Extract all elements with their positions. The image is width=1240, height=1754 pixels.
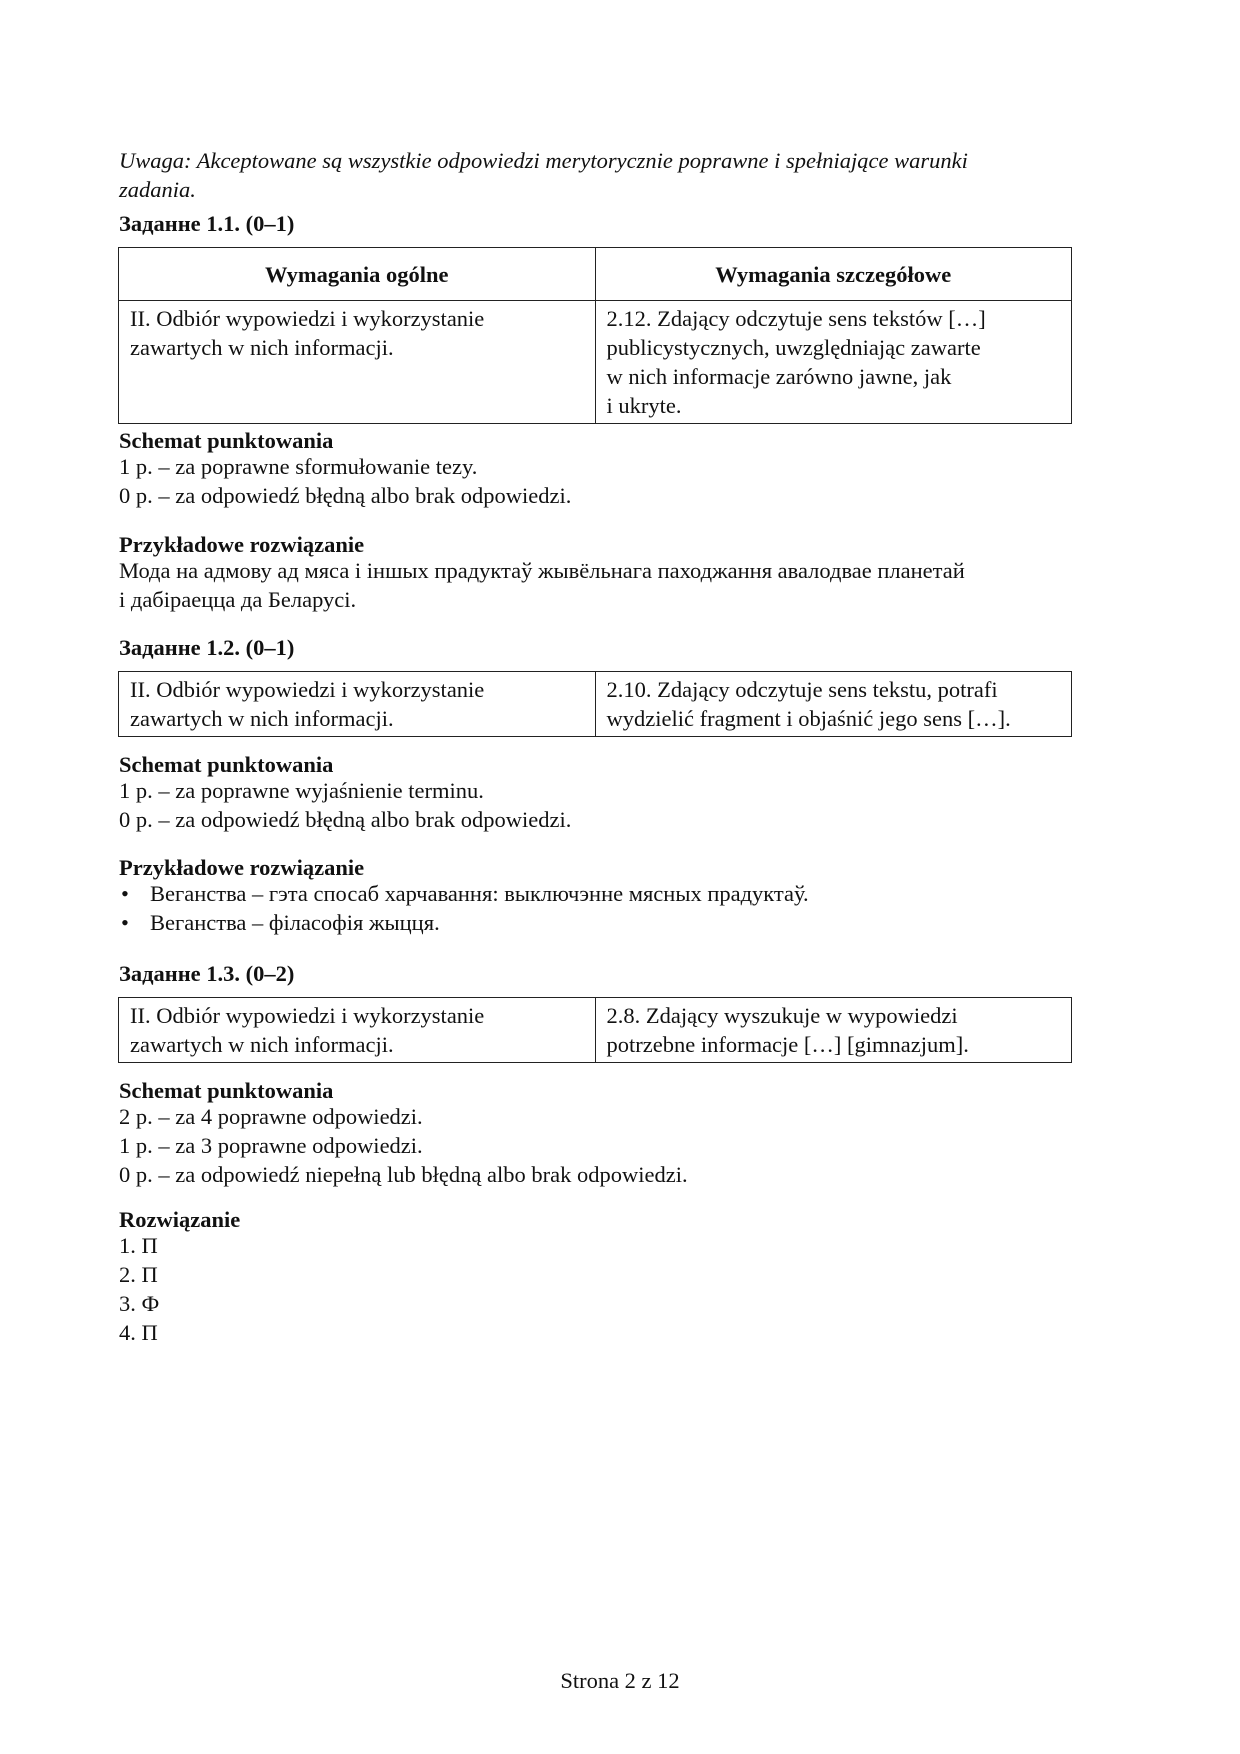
task-1-2-requirements-table <box>118 671 1072 737</box>
task-1-2-solution-title: Przykładowe rozwiązanie <box>119 855 365 880</box>
header-detailed-requirements: Wymagania szczegółowe <box>595 248 1072 301</box>
note-line-1: Uwaga: Akceptowane są wszystkie odpowiedzi merytorycznie poprawne i spełniające warunki <box>119 148 968 173</box>
scoring-line: 0 p. – za odpowiedź niepełną lub błędną albo brak odpowiedzi. <box>119 1162 688 1187</box>
task-1-3-solution-title: Rozwiązanie <box>119 1207 241 1232</box>
cell-line: i ukryte. <box>606 393 682 418</box>
bullet-icon: • <box>121 881 129 906</box>
general-requirement-cell <box>119 301 596 424</box>
bullet-icon: • <box>121 910 129 935</box>
detailed-requirement-cell <box>595 672 1072 737</box>
task-1-1-scoring-title: Schemat punktowania <box>119 428 334 453</box>
cell-line: zawartych w nich informacji. <box>130 706 394 731</box>
task-1-1-title: Заданне 1.1. (0–1) <box>119 211 295 236</box>
task-1-1-solution <box>119 556 1079 614</box>
task-1-2-solution <box>119 879 1079 937</box>
cell-line: w nich informacje zarówno jawne, jak <box>606 364 952 389</box>
cell-line: II. Odbiór wypowiedzi i wykorzystanie <box>130 306 485 331</box>
cell-line: 2.10. Zdający odczytuje sens tekstu, potrafi <box>606 677 998 702</box>
task-1-3-scoring <box>119 1102 1079 1189</box>
scoring-line: 1 p. – za poprawne wyjaśnienie terminu. <box>119 778 484 803</box>
acceptance-note <box>119 146 1079 204</box>
solution-line: Мода на адмову ад мяса і іншых прадуктаў жывёльнага паходжання авалодвае планетай <box>119 558 965 583</box>
list-item <box>119 908 1079 937</box>
solution-line: і дабіраецца да Беларусі. <box>119 587 357 612</box>
note-line-2: zadania. <box>119 177 196 202</box>
task-1-1-solution-title: Przykładowe rozwiązanie <box>119 532 365 557</box>
table-row <box>119 998 1072 1063</box>
scoring-line: 0 p. – za odpowiedź błędną albo brak odpowiedzi. <box>119 807 572 832</box>
list-item-text: Веганства – філасофія жыцця. <box>150 910 440 935</box>
table-row <box>119 301 1072 424</box>
task-1-2-title: Заданне 1.2. (0–1) <box>119 635 295 660</box>
task-1-3-scoring-title: Schemat punktowania <box>119 1078 334 1103</box>
page-number: Strona 2 z 12 <box>560 1668 680 1693</box>
task-1-2-scoring <box>119 776 1079 834</box>
cell-line: publicystycznych, uwzględniając zawarte <box>606 335 981 360</box>
table-header-row <box>119 248 1072 301</box>
cell-line: II. Odbiór wypowiedzi i wykorzystanie <box>130 677 485 702</box>
cell-line: wydzielić fragment i objaśnić jego sens […]. <box>606 706 1011 731</box>
solution-line: 2. П <box>119 1262 158 1287</box>
scoring-line: 1 p. – za 3 poprawne odpowiedzi. <box>119 1133 423 1158</box>
header-general-requirements: Wymagania ogólne <box>119 248 596 301</box>
task-1-1-requirements-table <box>118 247 1072 424</box>
cell-line: II. Odbiór wypowiedzi i wykorzystanie <box>130 1003 485 1028</box>
task-1-3-requirements-table <box>118 997 1072 1063</box>
table-row <box>119 672 1072 737</box>
solution-line: 3. Ф <box>119 1291 160 1316</box>
task-1-1-scoring <box>119 452 1079 510</box>
solution-bullet-list <box>119 879 1079 937</box>
detailed-requirement-cell <box>595 301 1072 424</box>
general-requirement-cell <box>119 998 596 1063</box>
cell-line: zawartych w nich informacji. <box>130 335 394 360</box>
scoring-line: 1 p. – za poprawne sformułowanie tezy. <box>119 454 478 479</box>
list-item-text: Веганства – гэта спосаб харчавання: выключэнне мясных прадуктаў. <box>150 881 809 906</box>
scoring-line: 2 p. – za 4 poprawne odpowiedzi. <box>119 1104 423 1129</box>
detailed-requirement-cell <box>595 998 1072 1063</box>
cell-line: 2.8. Zdający wyszukuje w wypowiedzi <box>606 1003 958 1028</box>
task-1-3-title: Заданне 1.3. (0–2) <box>119 961 295 986</box>
solution-line: 1. П <box>119 1233 158 1258</box>
task-1-3-solution <box>119 1231 1079 1347</box>
cell-line: 2.12. Zdający odczytuje sens tekstów […] <box>606 306 986 331</box>
cell-line: zawartych w nich informacji. <box>130 1032 394 1057</box>
solution-line: 4. П <box>119 1320 158 1345</box>
scoring-line: 0 p. – za odpowiedź błędną albo brak odpowiedzi. <box>119 483 572 508</box>
cell-line: potrzebne informacje […] [gimnazjum]. <box>606 1032 969 1057</box>
list-item <box>119 879 1079 908</box>
general-requirement-cell <box>119 672 596 737</box>
task-1-2-scoring-title: Schemat punktowania <box>119 752 334 777</box>
